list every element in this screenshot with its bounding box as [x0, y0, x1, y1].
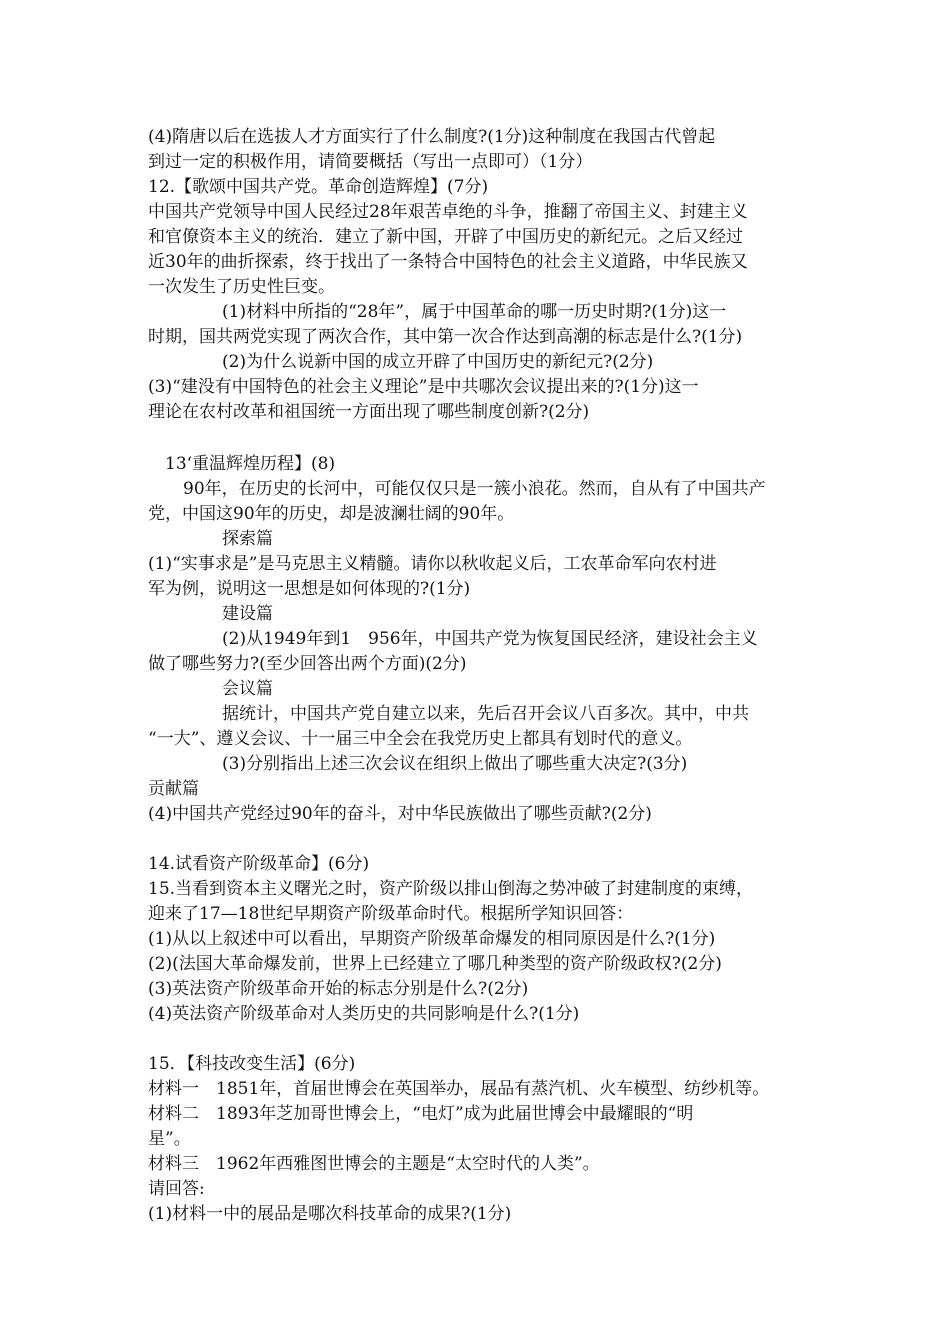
q13-section-build: 建设篇 [222, 604, 273, 624]
q13-part1-line2: 军为例，说明这一思想是如何体现的?(1分) [148, 579, 471, 599]
q12-material-line3: 近30年的曲折探索，终于找出了一条特合中国特色的社会主义道路，中华民族又 [148, 252, 748, 272]
q13-meeting-line1: 据统计，中国共产党自建立以来，先后召开会议八百多次。其中，中共 [222, 704, 749, 724]
please-answer: 请回答: [148, 1179, 205, 1199]
material-two-line1: 材料二 1893年芝加哥世博会上，“电灯”成为此届世博会中最耀眼的“明 [148, 1104, 694, 1124]
q12-part1-line2: 时期，国共两党实现了两次合作，其中第一次合作达到高潮的标志是什么?(1分) [148, 327, 743, 347]
q15b-heading: 15．【科技改变生活】(6分) [148, 1054, 356, 1074]
q15-intro-line1: 15.当看到资本主义曙光之时，资产阶级以排山倒海之势冲破了封建制度的束缚， [148, 879, 754, 899]
material-one: 材料一 1851年，首届世博会在英国举办，展品有蒸汽机、火车模型、纺纱机等。 [148, 1079, 770, 1099]
q13-part1-line1: (1)“实事求是”是马克思主义精髓。请你以秋收起义后，工农革命军向农村进 [148, 554, 717, 574]
q12-part3-line2: 理论在农村改革和祖国统一方面出现了哪些制度创新?(2分) [148, 402, 590, 422]
q12-material-line2: 和官僚资本主义的统治．建立了新中国，开辟了中国历史的新纪元。之后又经过 [148, 227, 743, 247]
q11-part4-line1: (4)隋唐以后在选拔人才方面实行了什么制度?(1分)这种制度在我国古代曾起 [148, 127, 716, 147]
q12-heading: 12.【歌颂中国共产党。革命创造辉煌】(7分) [148, 177, 489, 197]
q15b-part1: (1)材料一中的展品是哪次科技革命的成果?(1分) [148, 1204, 512, 1224]
q13-section-contribution: 贡献篇 [148, 779, 199, 799]
q15-part2: (2)(法国大革命爆发前，世界上已经建立了哪几种类型的资产阶级政权?(2分) [148, 954, 722, 974]
q15-part4: (4)英法资产阶级革命对人类历史的共同影响是什么?(1分) [148, 1004, 580, 1024]
q13-part2-line1: (2)从1949年到1 956年，中国共产党为恢复国民经济，建设社会主义 [222, 629, 758, 649]
q13-intro-line2: 党，中国这90年的历史，却是波澜壮阔的90年。 [148, 504, 515, 524]
q13-part4: (4)中国共产党经过90年的奋斗，对中华民族做出了哪些贡献?(2分) [148, 804, 652, 824]
q13-intro-line1: 90年，在历史的长河中，可能仅仅只是一簇小浪花。然而，自从有了中国共产 [183, 479, 766, 499]
q13-heading: 13‘重温辉煌历程】(8) [165, 454, 336, 474]
material-two-line2: 星”。 [148, 1129, 191, 1149]
q13-section-meeting: 会议篇 [222, 679, 273, 699]
q12-part3-line1: (3)“建没有中国特色的社会主义理论”是中共哪次会议提出来的?(1分)这一 [148, 377, 699, 397]
q15-part3: (3)英法资产阶级革命开始的标志分别是什么?(2分) [148, 979, 529, 999]
q11-part4-line2: 到过一定的积极作用，请简要概括（写出一点即可）（1分） [148, 152, 593, 172]
q13-part3: (3)分别指出上述三次会议在组织上做出了哪些重大决定?(3分) [222, 754, 688, 774]
q15-intro-line2: 迎来了17—18世纪早期资产阶级革命时代。根据所学知识回答： [148, 904, 634, 924]
q12-material-line4: 一次发生了历史性巨变。 [148, 277, 335, 297]
q15-part1: (1)从以上叙述中可以看出，早期资产阶级革命爆发的相同原因是什么?(1分) [148, 929, 716, 949]
q13-section-explore: 探索篇 [222, 529, 273, 549]
q13-meeting-line2: “一大”、遵义会议、十一届三中全会在我党历史上都具有划时代的意义。 [148, 729, 693, 749]
q13-part2-line2: 做了哪些努力?(至少回答出两个方面)(2分) [148, 654, 467, 674]
q12-part2: (2)为什么说新中国的成立开辟了中国历史的新纪元?(2分) [222, 352, 654, 372]
q14-heading: 14.试看资产阶级革命】(6分) [148, 854, 370, 874]
material-three: 材料三 1962年西雅图世博会的主题是“太空时代的人类”。 [148, 1154, 600, 1174]
q12-material-line1: 中国共产党领导中国人民经过28年艰苦卓绝的斗争，推翻了帝国主义、封建主义 [148, 202, 748, 222]
q12-part1-line1: (1)材料中所指的“28年”，属于中国革命的哪一历史时期?(1分)这一 [222, 302, 727, 322]
